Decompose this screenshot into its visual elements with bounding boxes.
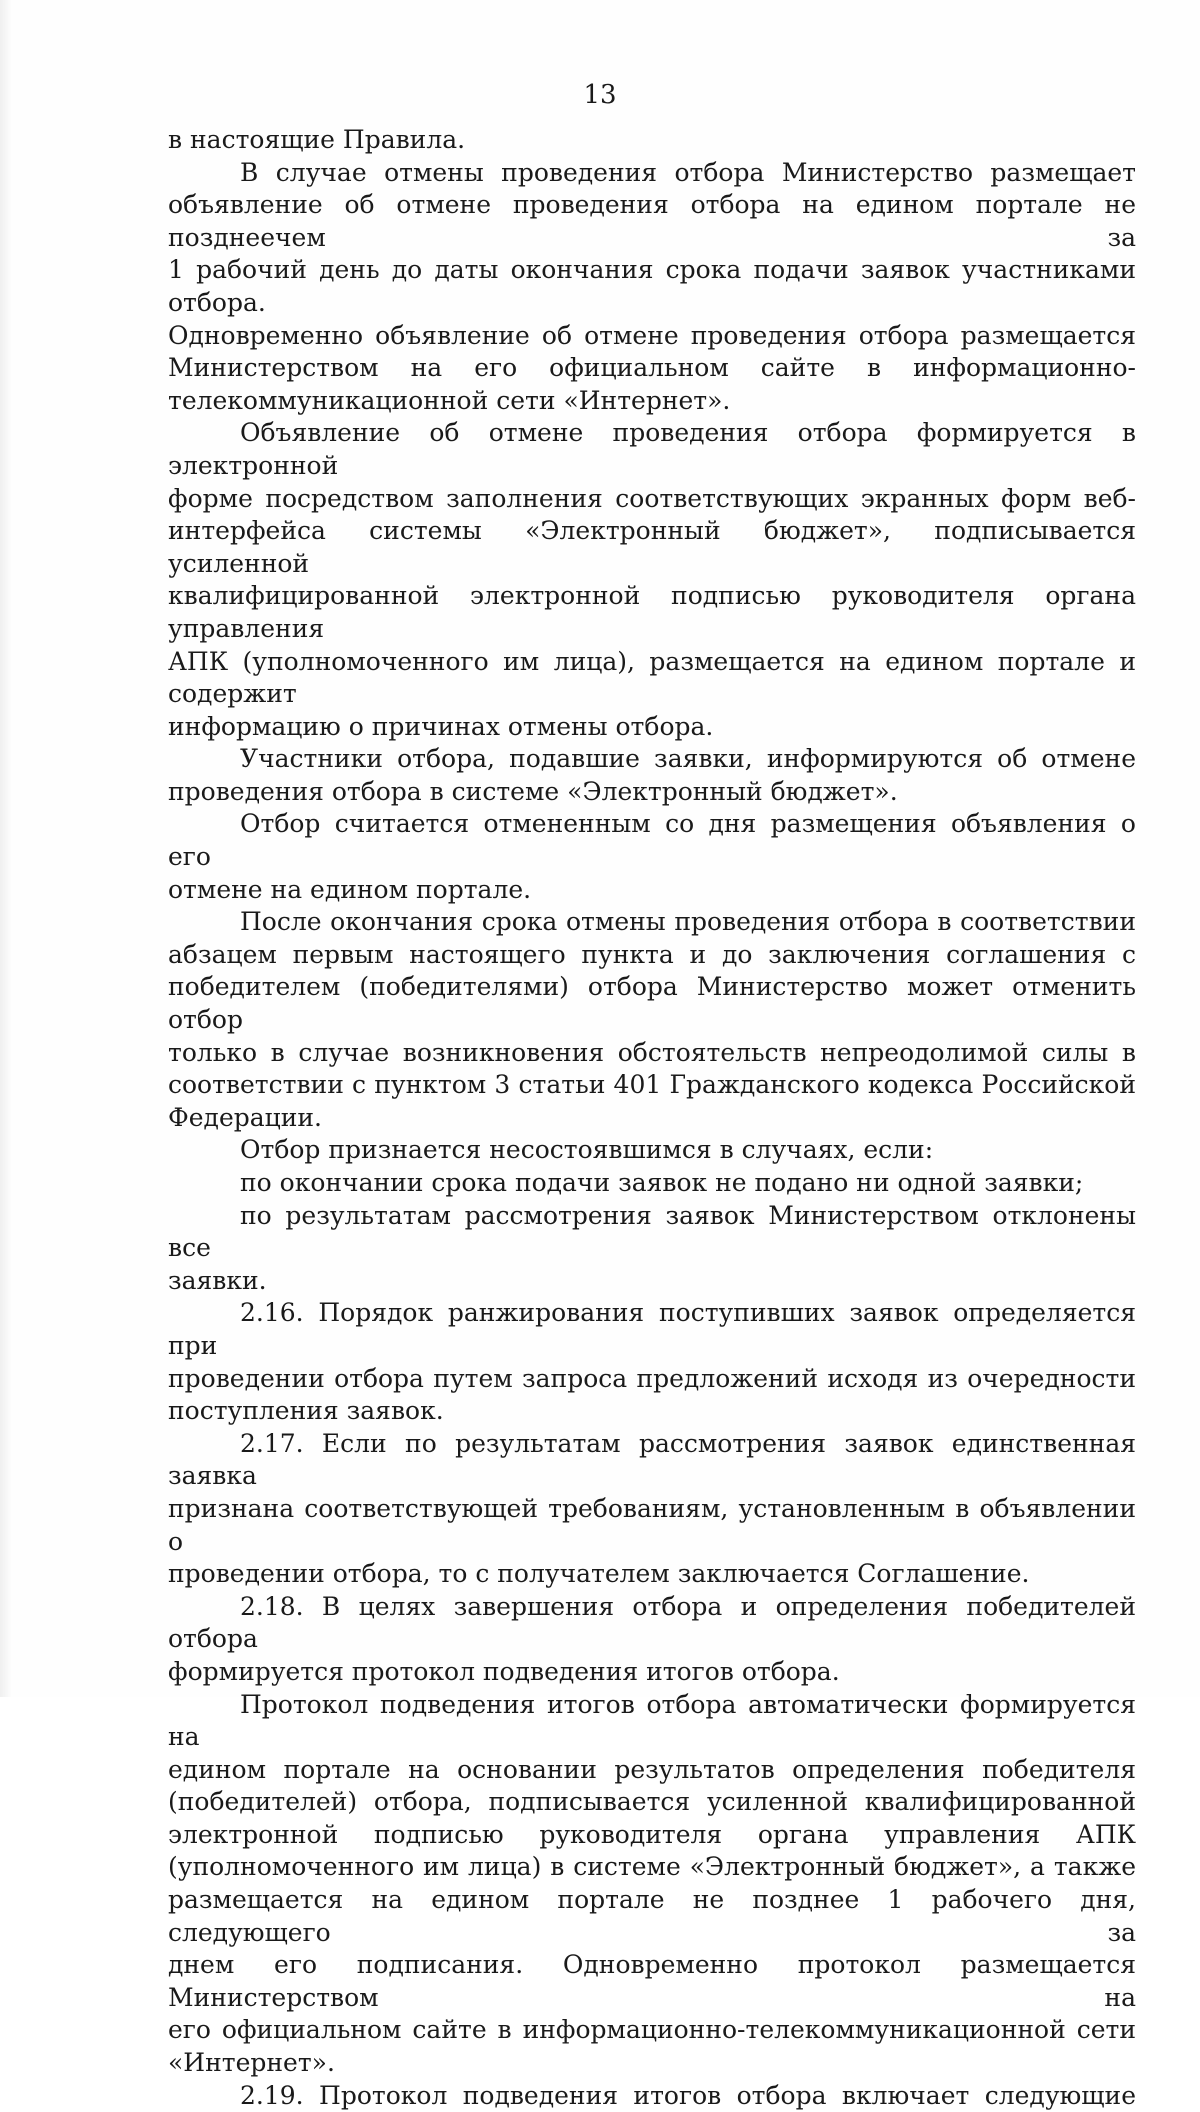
text-line: проведении отбора путем запроса предложений исходя из очередности: [168, 1363, 1136, 1393]
text-line: формируется протокол подведения итогов отбора.: [168, 1656, 840, 1686]
text-line: 2.16. Порядок ранжирования поступивших заявок определяется при: [168, 1298, 1136, 1360]
text-line: отмене на едином портале.: [168, 874, 532, 904]
text-line: днем его подписания. Одновременно протокол размещается Министерством на: [168, 1950, 1136, 2012]
text-line: признана соответствующей требованиям, установленным в объявлении о: [168, 1493, 1136, 1556]
text-line: абзацем первым настоящего пункта и до заключения соглашения с: [168, 939, 1136, 969]
text-line: интерфейса системы «Электронный бюджет», подписывается усиленной: [168, 516, 1136, 578]
text-line: в настоящие Правила.: [168, 125, 466, 154]
text-line: поступления заявок.: [168, 1396, 444, 1426]
text-line: (уполномоченного им лица) в системе «Электронный бюджет», а также: [168, 1852, 1136, 1882]
text-line: (победителей) отбора, подписывается усиленной квалифицированной: [168, 1787, 1136, 1817]
text-line: размещается на едином портале не позднее 1 рабочего дня, следующего за: [168, 1885, 1136, 1947]
text-line: соответствии с пунктом 3 статьи 401 Гражданского кодекса Российской: [168, 1070, 1136, 1100]
scan-edge-shadow: [0, 0, 12, 1697]
text-line: по результатам рассмотрения заявок Министерством отклонены все: [168, 1200, 1136, 1263]
text-line: 2.18. В целях завершения отбора и определения победителей отбора: [168, 1591, 1136, 1654]
text-line: только в случае возникновения обстоятельств непреодолимой силы в: [168, 1037, 1136, 1067]
text-line: едином портале на основании результатов определения победителя: [168, 1754, 1136, 1784]
text-line: 2.19. Протокол подведения итогов отбора включает следующие: [240, 2080, 1136, 2110]
text-line: телекоммуникационной сети «Интернет».: [168, 385, 731, 415]
page-number: 13: [583, 80, 617, 110]
text-line: объявление об отмене проведения отбора на едином портале не позднеечем за: [168, 190, 1136, 252]
text-line: проведения отбора в системе «Электронный бюджет».: [168, 776, 898, 806]
text-line: Министерством на его официальном сайте в информационно-: [168, 353, 1136, 383]
text-line: Отбор считается отмененным со дня размещения объявления о его: [168, 809, 1136, 872]
text-line: Объявление об отмене проведения отбора формируется в электронной: [168, 418, 1136, 480]
text-line: Участники отбора, подавшие заявки, информируются об отмене: [240, 744, 1136, 774]
text-line: После окончания срока отмены проведения отбора в соответствии: [240, 907, 1136, 937]
text-line: «Интернет».: [168, 2048, 335, 2078]
text-line: заявки.: [168, 1265, 267, 1295]
text-line: информацию о причинах отмены отбора.: [168, 711, 714, 741]
text-line: Протокол подведения итогов отбора автоматически формируется на: [168, 1689, 1136, 1752]
text-line: форме посредством заполнения соответствующих экранных форм веб-: [168, 483, 1136, 513]
text-line: АПК (уполномоченного им лица), размещается на едином портале и содержит: [168, 646, 1136, 709]
body-text: [168, 124, 1136, 2112]
text-line: 1 рабочий день до даты окончания срока подачи заявок участниками отбора.: [168, 255, 1136, 317]
text-line: победителем (победителями) отбора Министерство может отменить отбор: [168, 972, 1136, 1035]
text-line: его официальном сайте в информационно-телекоммуникационной сети: [168, 2015, 1136, 2045]
text-line: квалифицированной электронной подписью руководителя органа управления: [168, 581, 1136, 643]
text-line: Одновременно объявление об отмене проведения отбора размещается: [168, 320, 1136, 350]
text-line: проведении отбора, то с получателем заключается Соглашение.: [168, 1559, 1030, 1589]
text-line: электронной подписью руководителя органа управления АПК: [168, 1819, 1136, 1849]
text-line: Федерации.: [168, 1102, 322, 1132]
text-line: Отбор признается несостоявшимся в случаях, если:: [240, 1135, 934, 1165]
text-line: 2.17. Если по результатам рассмотрения заявок единственная заявка: [168, 1428, 1136, 1491]
text-line: по окончании срока подачи заявок не подано ни одной заявки;: [240, 1168, 1084, 1197]
text-line: В случае отмены проведения отбора Министерство размещает: [240, 157, 1136, 187]
